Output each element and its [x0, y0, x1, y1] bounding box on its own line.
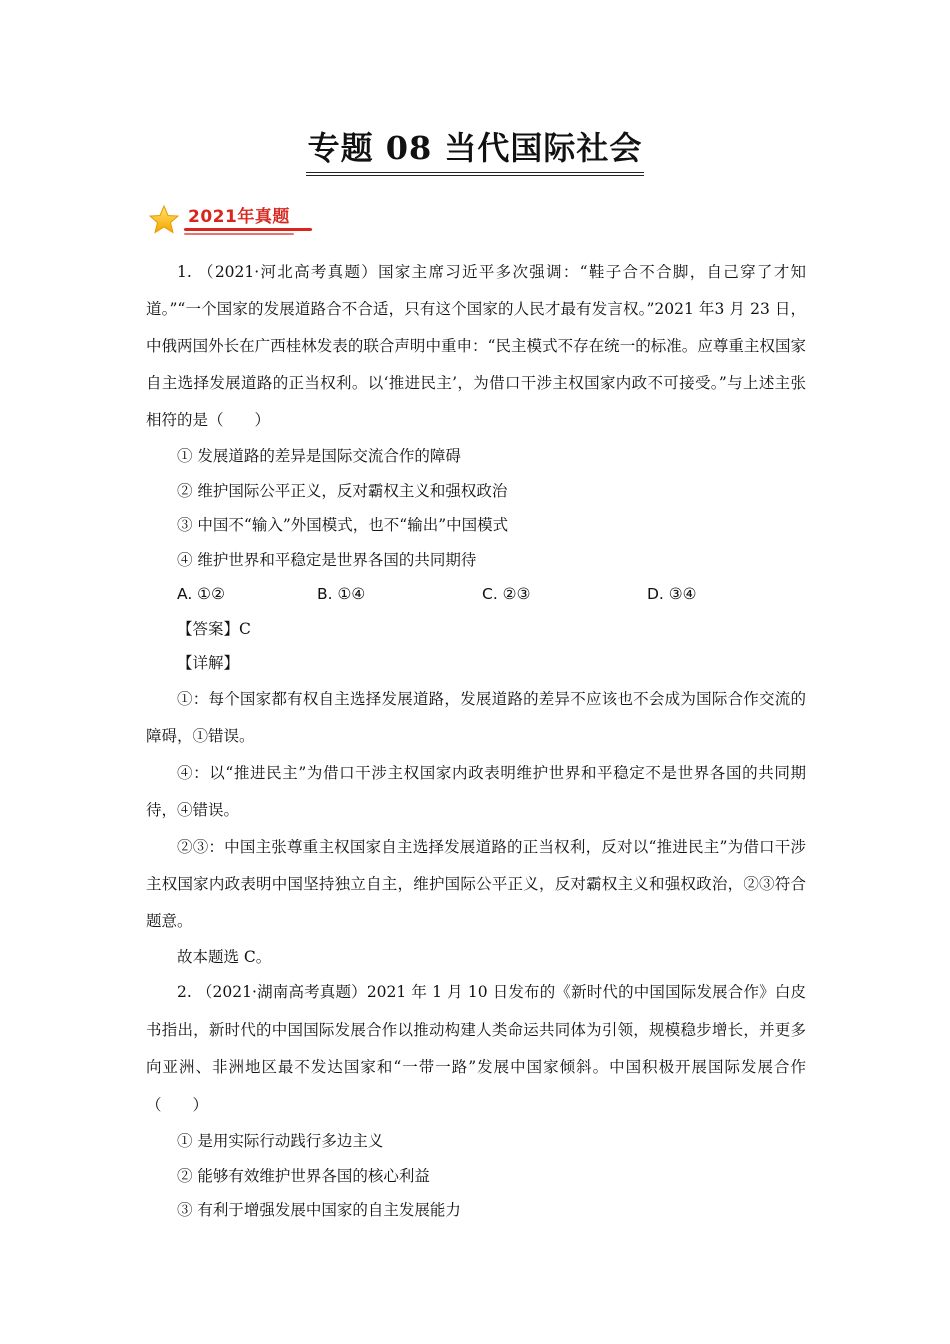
question-1-answer: 【答案】C — [177, 619, 251, 638]
choice-d: D. ③④ — [647, 585, 697, 603]
badge-underline — [184, 228, 312, 231]
question-1-option-1: ① 发展道路的差异是国际交流合作的障碍 — [177, 447, 461, 465]
badge-underline-secondary — [184, 233, 294, 235]
question-1-choices — [146, 577, 806, 612]
question-2-option-1: ① 是用实际行动践行多边主义 — [177, 1132, 384, 1150]
question-1-detail-1: ①：每个国家都有权自主选择发展道路，发展道路的差异不应该也不会成为国际合作交流的障碍，①错误。 — [146, 689, 806, 745]
question-1-option-3: ③ 中国不“输入”外国模式，也不“输出”中国模式 — [177, 516, 509, 534]
question-1-text: 1. （2021·河北高考真题）国家主席习近平多次强调：“鞋子合不合脚，自己穿了才知道。”“一个国家的发展道路合不合适，只有这个国家的人民才最有发言权。”2021 年3 月 23 日，中俄两国外长在广西桂林发表的联合声明中重申：“民主模式不存在统一的标准。应尊重主权国家自主选择发展道路的正当权利。以‘推进民主’，为借口干涉主权国家内政不可接受。”与上述主张相符的是（ ） — [146, 263, 806, 429]
page-title-container — [0, 128, 950, 176]
question-2-option-2: ② 能够有效维护世界各国的核心利益 — [177, 1166, 430, 1185]
question-1-detail-2: ④：以“推进民主”为借口干涉主权国家内政表明维护世界和平稳定不是世界各国的共同期待，④错误。 — [146, 763, 806, 819]
document-body — [146, 254, 806, 1228]
section-badge-label: 2021年真题 — [188, 207, 290, 227]
choice-a: A. ①② — [177, 585, 225, 603]
question-2-option-3: ③ 有利于增强发展中国家的自主发展能力 — [177, 1201, 461, 1219]
section-badge — [148, 200, 318, 238]
choice-c: C. ②③ — [482, 585, 531, 603]
question-2-text: 2. （2021·湖南高考真题）2021 年 1 月 10 日发布的《新时代的中国国际发展合作》白皮书指出，新时代的中国国际发展合作以推动构建人类命运共同体为引领，规模稳步增长，并更多向亚洲、非洲地区最不发达国家和“一带一路”发展中国家倾斜。中国积极开展国际发展合作（ ） — [146, 983, 806, 1114]
question-1-conclusion: 故本题选 C。 — [177, 947, 272, 966]
question-1-option-2: ② 维护国际公平正义，反对霸权主义和强权政治 — [177, 481, 508, 500]
page-title: 专题 08 当代国际社会 — [306, 128, 645, 176]
question-1-detail-label: 【详解】 — [177, 654, 240, 672]
choice-b: B. ①④ — [317, 585, 366, 603]
star-icon — [148, 204, 180, 236]
question-1-detail-3: ②③：中国主张尊重主权国家自主选择发展道路的正当权利，反对以“推进民主”为借口干涉主权国家内政表明中国坚持独立自主，维护国际公平正义，反对霸权主义和强权政治，②③符合题意。 — [146, 837, 806, 930]
question-1-option-4: ④ 维护世界和平稳定是世界各国的共同期待 — [177, 550, 477, 569]
